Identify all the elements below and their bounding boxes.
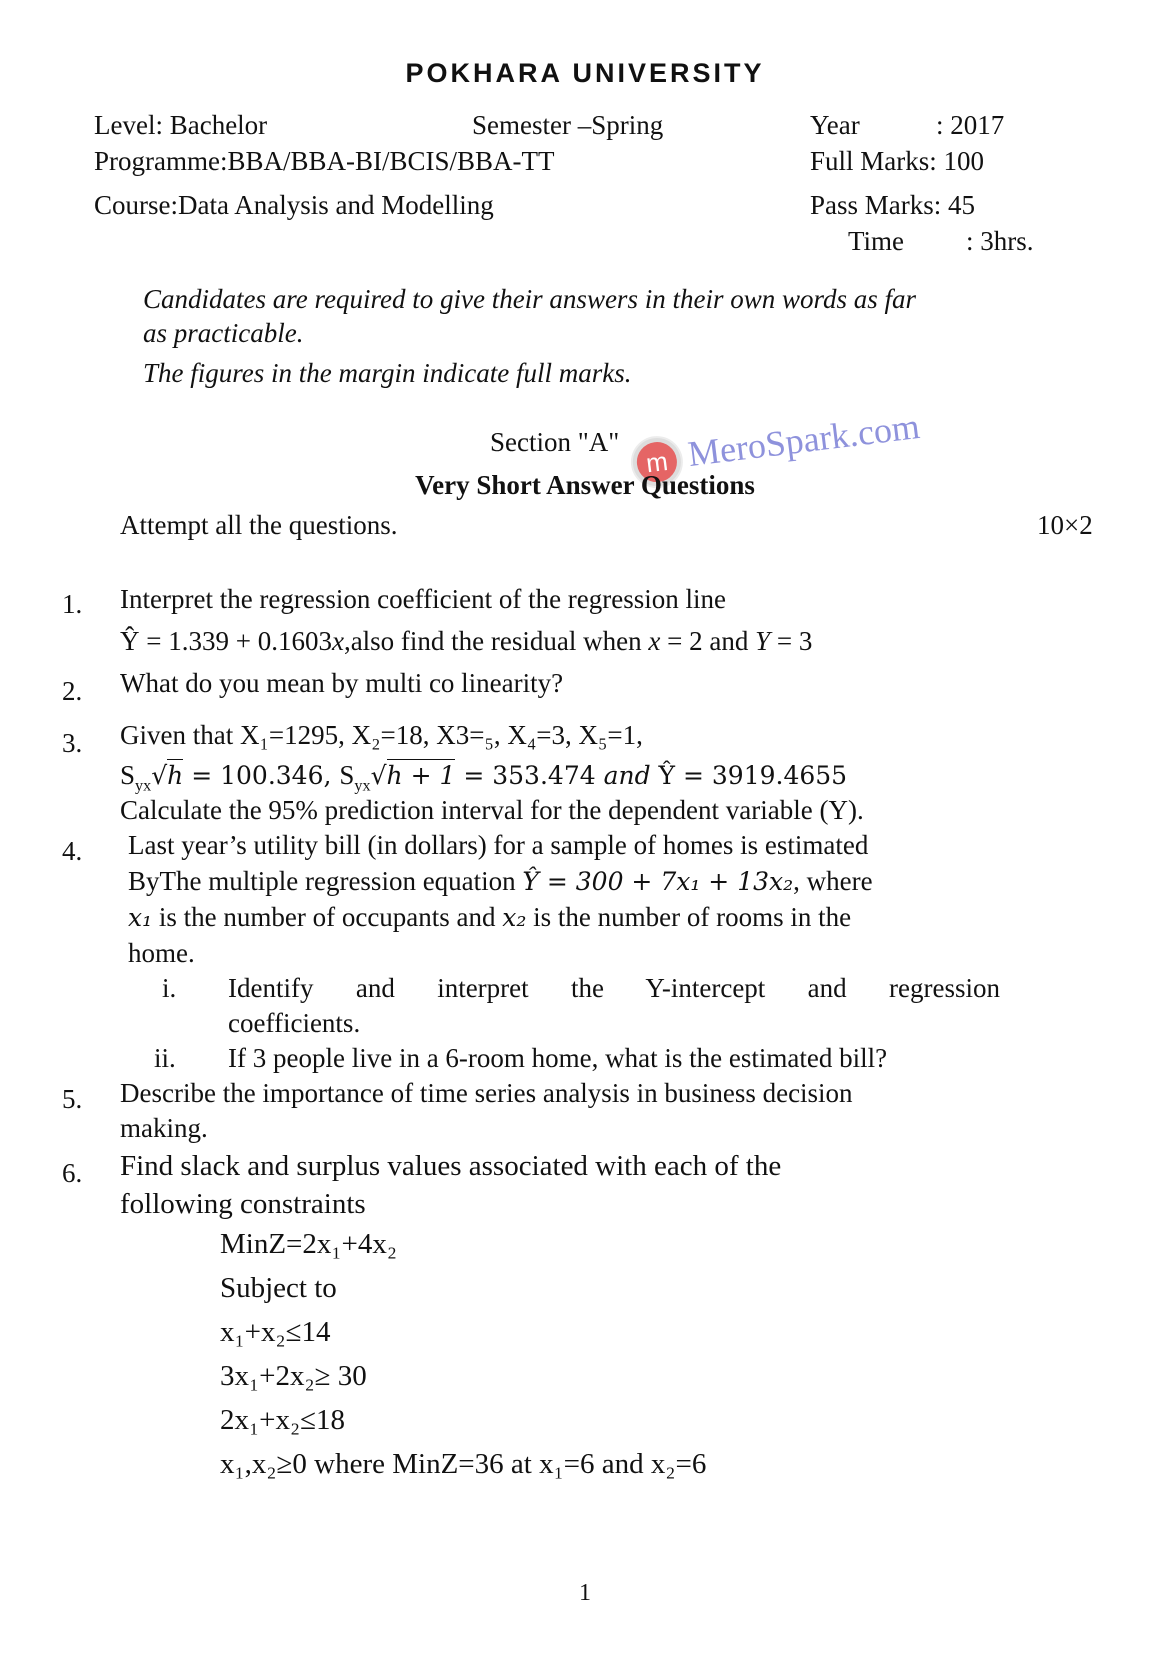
constraint-1: x₁+x₂≤14 — [220, 1316, 331, 1348]
q3-s1: S — [120, 760, 136, 790]
question-4-sub-i-text: Identify and interpret the Y-intercept and regression — [228, 973, 1000, 1003]
programme: Programme:BBA/BBA-BI/BCIS/BBA-TT — [94, 146, 555, 176]
question-3-line-2: $S_{yx}√h = 100.346$, $S_{yx}√h + 1 = 353.474$ and Ŷ = 3919.4655 — [120, 760, 848, 795]
year-label: Year — [810, 110, 860, 140]
q3-and: and — [603, 761, 651, 790]
time-value: : 3hrs. — [966, 226, 1034, 256]
section-title: Section "A" — [490, 427, 620, 457]
q4-line2c: , where — [793, 866, 873, 896]
pass-marks: Pass Marks: 45 — [810, 190, 976, 220]
question-6-line-1: Find slack and surplus values associated with each of the — [120, 1150, 782, 1182]
q3-root-1: h — [167, 761, 184, 790]
question-number-2: 2. — [62, 676, 83, 706]
q1-eq-e: Y — [755, 626, 771, 656]
q3-s1-sub: yx — [135, 776, 152, 795]
question-6-line-2: following constraints — [120, 1188, 366, 1220]
q3-v3: Ŷ = 3919.4655 — [650, 761, 848, 790]
q1-eq-b: ,also find the residual when — [343, 626, 649, 656]
question-1-equation — [120, 626, 812, 657]
instruction-line-3: The figures in the margin indicate full marks. — [143, 358, 632, 388]
attempt-instruction: Attempt all the questions. — [120, 510, 398, 540]
semester: Semester –Spring — [472, 110, 664, 140]
objective-function: MinZ=2x₁+4x₂ — [220, 1228, 397, 1260]
q3-v2: = 353.474 — [455, 761, 604, 790]
subject-to: Subject to — [220, 1272, 337, 1304]
full-marks: Full Marks: 100 — [810, 146, 985, 176]
question-1-line-1: Interpret the regression coefficient of the regression line — [120, 584, 727, 614]
q4-equation: Ŷ = 300 + 7x₁ + 13x₂ — [522, 867, 794, 896]
q1-eq-a: Ŷ = 1.339 + 0.1603 — [120, 626, 332, 656]
instruction-line-2: as practicable. — [143, 318, 304, 348]
question-number-3: 3. — [62, 728, 83, 758]
q1-eq-d: = 2 and — [660, 626, 756, 656]
q4-line2a: ByThe multiple regression equation — [128, 866, 523, 896]
level: Level: Bachelor — [94, 110, 268, 140]
question-3-line-1: Given that X₁=1295, X₂=18, X3=₅, X₄=3, X₅=1, — [120, 720, 643, 750]
q1-eq-f: = 3 — [770, 626, 813, 656]
q1-eq-c: x — [648, 626, 661, 656]
q3-v1: = 100.346, — [183, 761, 340, 790]
question-4-sub-i-text-2: coefficients. — [228, 1008, 361, 1038]
q4-x2: x₂ — [502, 903, 527, 932]
question-3-line-3: Calculate the 95% prediction interval for the dependent variable (Y). — [120, 795, 864, 825]
course: Course:Data Analysis and Modelling — [94, 190, 494, 220]
question-4-sub-ii-text: If 3 people live in a 6-room home, what is the estimated bill? — [228, 1043, 888, 1073]
q4-line3d: is the number of rooms in the — [526, 902, 852, 932]
question-4-sub-i-number: i. — [162, 973, 177, 1003]
constraint-2: 3x₁+2x₂≥ 30 — [220, 1360, 367, 1392]
q3-s2-sub: yx — [354, 776, 371, 795]
page-number: 1 — [579, 1580, 591, 1606]
time-label: Time — [848, 226, 905, 256]
question-4-line-2 — [128, 866, 873, 897]
watermark-text: MeroSpark.com — [685, 405, 922, 475]
question-number-6: 6. — [62, 1158, 83, 1188]
section-marks: 10×2 — [1037, 510, 1093, 540]
question-4-line-1: Last year’s utility bill (in dollars) for a sample of homes is estimated — [128, 830, 869, 860]
question-4-line-4: home. — [128, 938, 195, 968]
constraint-3: 2x₁+x₂≤18 — [220, 1404, 345, 1436]
instruction-line-1: Candidates are required to give their answers in their own words as far — [143, 284, 916, 314]
q4-x1: x₁ — [128, 903, 153, 932]
merospark-logo-icon: m — [630, 435, 683, 488]
constraint-4: x₁,x₂≥0 where MinZ=36 at x₁=6 and x₂=6 — [220, 1448, 707, 1480]
q4-line3b: is the number of occupants and — [152, 902, 503, 932]
q3-s2: S — [339, 760, 355, 790]
question-2-text: What do you mean by multi co linearity? — [120, 668, 564, 698]
q3-root-2: h + 1 — [386, 761, 456, 790]
question-5-line-2: making. — [120, 1113, 208, 1143]
question-number-1: 1. — [62, 589, 83, 619]
question-number-4: 4. — [62, 836, 83, 866]
section-subtitle: Very Short Answer Questions — [415, 470, 755, 500]
question-4-line-3 — [128, 902, 851, 933]
year-value: : 2017 — [936, 110, 1005, 140]
q1-eq-x: x — [331, 626, 344, 656]
question-4-sub-ii-number: ii. — [154, 1043, 176, 1073]
university-title: POKHARA UNIVERSITY — [405, 58, 765, 88]
question-number-5: 5. — [62, 1084, 83, 1114]
question-5-line-1: Describe the importance of time series analysis in business decision — [120, 1078, 853, 1108]
